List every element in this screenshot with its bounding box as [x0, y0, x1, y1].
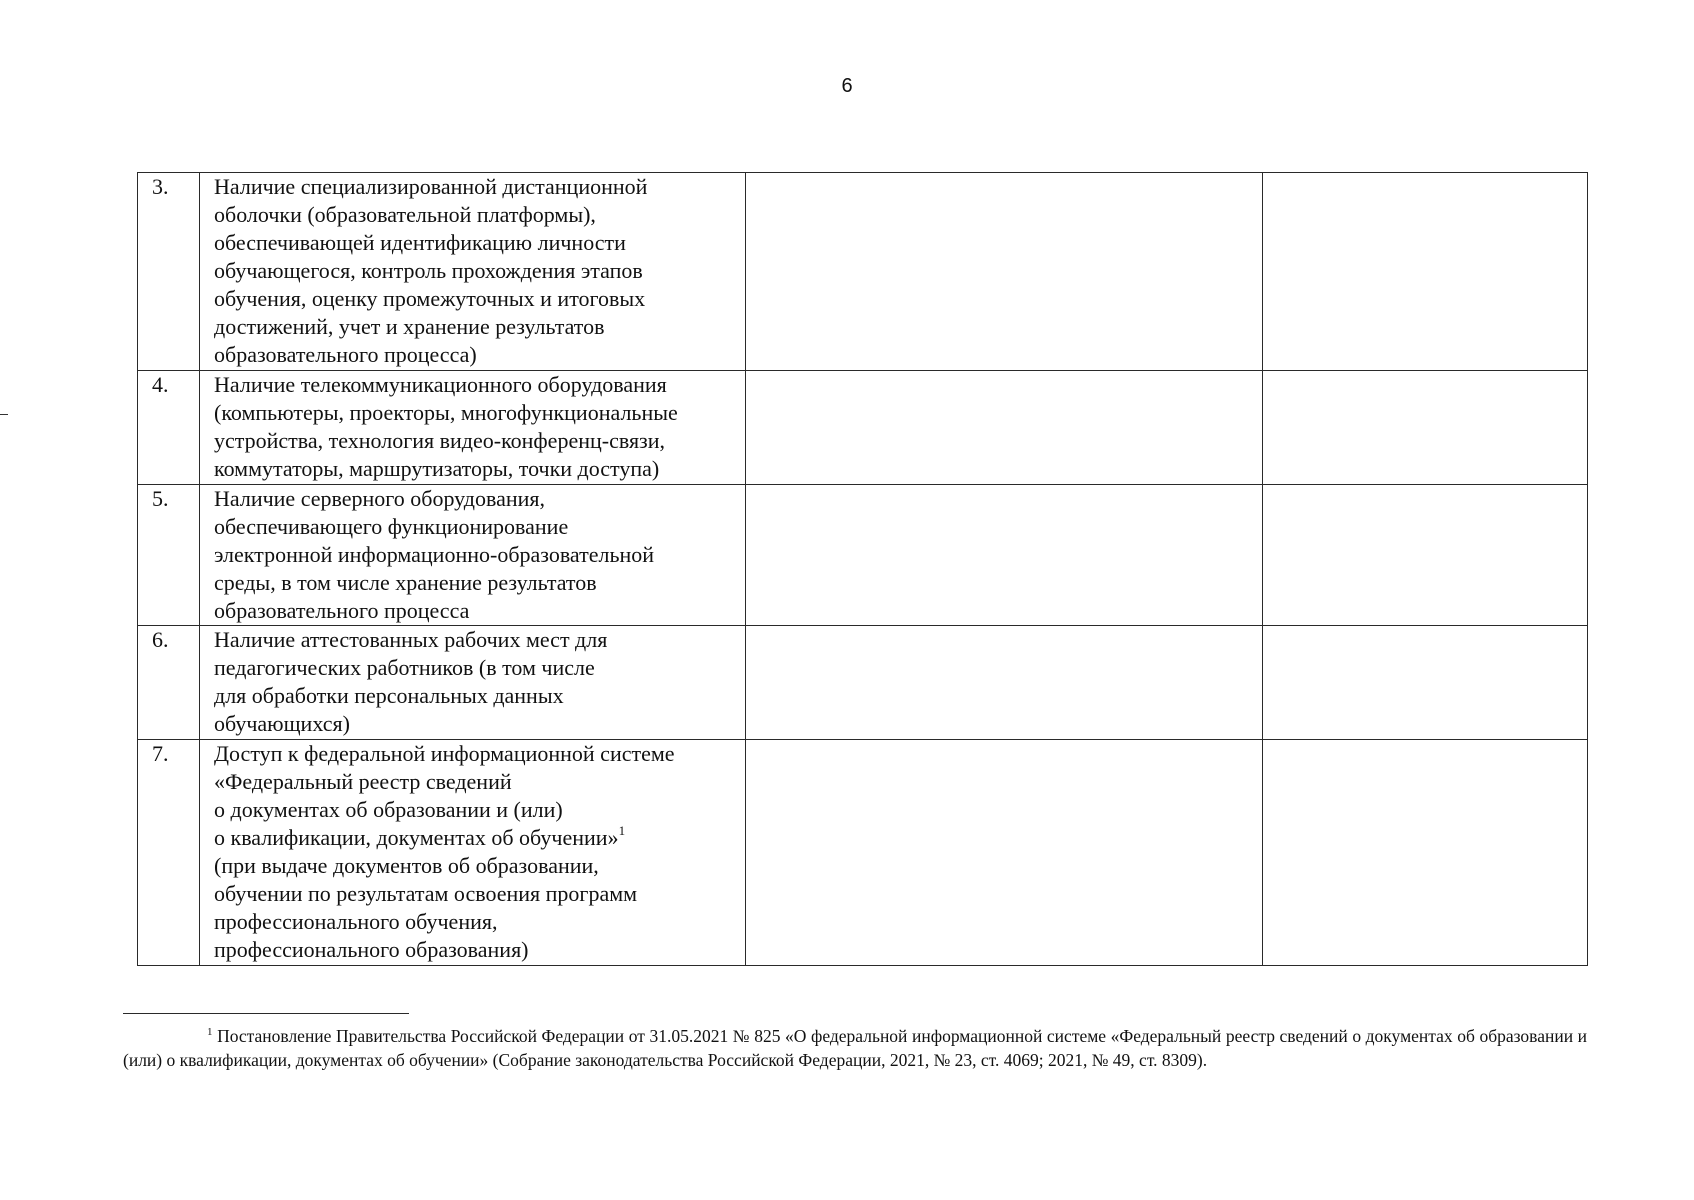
description-line: профессионального обучения, — [214, 909, 498, 934]
row-description — [200, 740, 746, 966]
description-line: обучении по результатам освоения программ — [214, 881, 638, 906]
empty-cell — [1263, 485, 1588, 626]
description-line: оболочки (образовательной платформы), — [214, 202, 596, 227]
description-line: педагогических работников (в том числе — [214, 655, 595, 680]
row-description — [200, 371, 746, 485]
footnote-marker: 1 — [207, 1026, 213, 1038]
empty-cell — [746, 740, 1263, 966]
row-number: 7. — [138, 740, 200, 966]
empty-cell — [1263, 626, 1588, 740]
row-description — [200, 173, 746, 371]
description-line: о документах об образовании и (или) — [214, 797, 563, 822]
description-line: Доступ к федеральной информационной системе — [214, 741, 675, 766]
empty-cell — [746, 485, 1263, 626]
row-number: 6. — [138, 626, 200, 740]
description-line: Наличие специализированной дистанционной — [214, 174, 648, 199]
description-line: достижений, учет и хранение результатов — [214, 314, 605, 339]
description-line: профессионального образования) — [214, 937, 529, 962]
description-line: обучающихся) — [214, 711, 350, 736]
description-line: Наличие аттестованных рабочих мест для — [214, 627, 608, 652]
empty-cell — [1263, 371, 1588, 485]
empty-cell — [1263, 173, 1588, 371]
table-row — [138, 485, 1588, 626]
description-line: обучающегося, контроль прохождения этапов — [214, 258, 643, 283]
description-line: о квалификации, документах об обучении» — [214, 825, 619, 850]
empty-cell — [746, 626, 1263, 740]
description-line-with-footnote — [214, 824, 745, 852]
description-line: (при выдаче документов об образовании, — [214, 853, 599, 878]
row-description — [200, 485, 746, 626]
table-row — [138, 626, 1588, 740]
scan-margin-mark — [0, 414, 8, 415]
description-line: обеспечивающего функционирование — [214, 514, 569, 539]
description-line: устройства, технология видео-конференц-связи, — [214, 428, 666, 453]
description-line: обучения, оценку промежуточных и итоговых — [214, 286, 646, 311]
description-line: среды, в том числе хранение результатов — [214, 570, 597, 595]
description-line: «Федеральный реестр сведений — [214, 769, 512, 794]
row-number: 5. — [138, 485, 200, 626]
empty-cell — [746, 371, 1263, 485]
description-line: обеспечивающей идентификацию личности — [214, 230, 626, 255]
description-line: Наличие серверного оборудования, — [214, 486, 546, 511]
row-number: 4. — [138, 371, 200, 485]
description-line: образовательного процесса) — [214, 342, 477, 367]
footnote-separator — [123, 1013, 409, 1014]
description-line: Наличие телекоммуникационного оборудования — [214, 372, 667, 397]
footnote — [123, 1024, 1587, 1072]
requirements-table — [137, 172, 1588, 966]
row-description — [200, 626, 746, 740]
table-row — [138, 740, 1588, 966]
description-line: для обработки персональных данных — [214, 683, 564, 708]
table-row — [138, 371, 1588, 485]
description-line: коммутаторы, маршрутизаторы, точки доступа) — [214, 456, 660, 481]
empty-cell — [1263, 740, 1588, 966]
description-line: (компьютеры, проекторы, многофункциональные — [214, 400, 678, 425]
page-number: 6 — [841, 75, 853, 97]
description-line: электронной информационно-образовательной — [214, 542, 655, 567]
description-line: образовательного процесса — [214, 598, 470, 623]
row-number: 3. — [138, 173, 200, 371]
table-row — [138, 173, 1588, 371]
footnote-reference[interactable]: 1 — [618, 823, 626, 838]
footnote-text: Постановление Правительства Российской Федерации от 31.05.2021 № 825 «О федеральной информационной системе «Федеральный реестр сведений о документах об образовании и (или) о квалификации, документах об обучении» (Собрание законодательства Российской Федерации, 2021, № 23, ст. 4069; 2021, № 49, ст. 8309). — [123, 1026, 1588, 1070]
empty-cell — [746, 173, 1263, 371]
